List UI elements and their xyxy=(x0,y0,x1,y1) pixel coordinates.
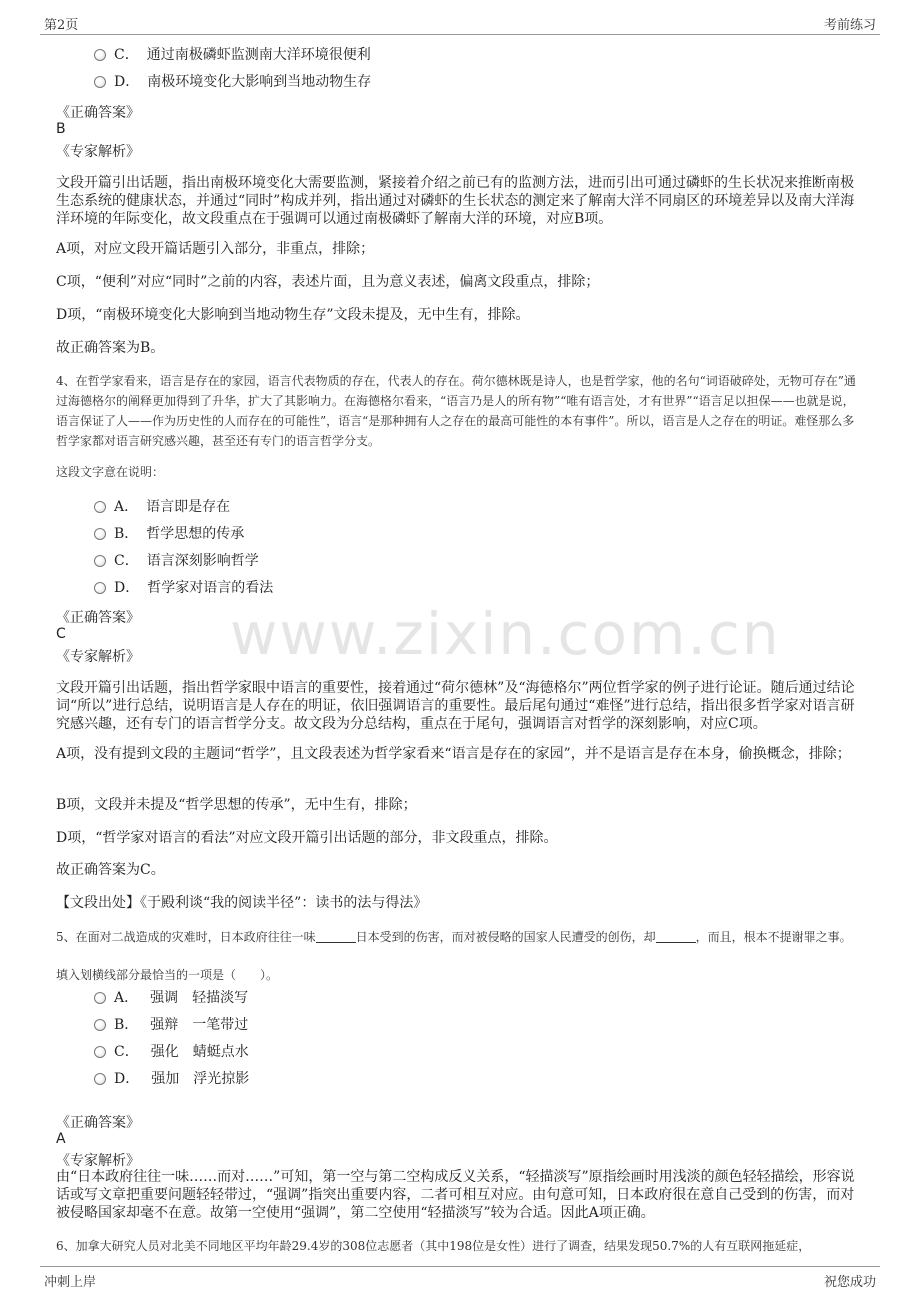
q4-analysis-a: A项，没有提到文段的主题词“哲学”，且文段表述为哲学家看来“语言是存在的家园”，并不是语言是存在本身，偷换概念，排除； xyxy=(56,746,851,762)
q5-stem xyxy=(56,927,866,947)
q3-option-c[interactable] xyxy=(94,46,371,64)
q5-option-a[interactable] xyxy=(94,989,248,1007)
radio-icon[interactable] xyxy=(94,555,106,567)
blank-line xyxy=(316,930,356,943)
q5-analysis-label: 《专家解析》 xyxy=(56,1153,140,1169)
q3-answer: B xyxy=(56,121,66,137)
q4-option-a[interactable] xyxy=(94,498,230,516)
blank-line xyxy=(656,930,696,943)
radio-icon[interactable] xyxy=(94,49,106,61)
radio-icon[interactable] xyxy=(94,1046,106,1058)
option-text: 语言即是存在 xyxy=(146,499,231,515)
q5-answer-label: 《正确答案》 xyxy=(56,1115,140,1131)
q3-answer-label: 《正确答案》 xyxy=(56,105,140,121)
option-letter: D． xyxy=(114,1071,140,1087)
q5-answer: A xyxy=(56,1131,66,1147)
q4-answer: C xyxy=(56,626,66,642)
q3-conclusion: 故正确答案为B。 xyxy=(56,340,165,356)
q3-analysis-c: C项，“便利”对应“同时”之前的内容，表述片面，且为意义表述，偏离文段重点，排除； xyxy=(56,274,600,290)
q5-analysis: 由“日本政府往往一味……而对……”可知，第一空与第二空构成反义关系，“轻描淡写”原指绘画时用浅淡的颜色轻轻描绘，形容说话或写文章把重要问题轻轻带过，“强调”指突出重要内容，二者可相互对应。由句意可知，日本政府很在意自己受到的伤害，而对被侵略国家却毫不在意。故第一空使用“强调”，第二空使用“轻描淡写”较为合适。因此A项正确。 xyxy=(56,1169,855,1221)
q4-answer-label: 《正确答案》 xyxy=(56,610,140,626)
radio-icon[interactable] xyxy=(94,582,106,594)
q4-analysis-label: 《专家解析》 xyxy=(56,649,140,665)
option-letter: B． xyxy=(114,1017,139,1033)
q3-option-d[interactable] xyxy=(94,73,371,91)
q5-question: 填入划横线部分最恰当的一项是（ ）。 xyxy=(56,968,279,982)
q4-conclusion: 故正确答案为C。 xyxy=(56,862,165,878)
option-letter: D． xyxy=(114,74,140,90)
q5-stem-part-3: ，而且，根本不提谢罪之事。 xyxy=(695,930,852,944)
option-letter: C． xyxy=(114,47,139,63)
option-letter: A． xyxy=(114,499,139,515)
option-text: 强加 浮光掠影 xyxy=(151,1071,250,1087)
watermark: www.zixin.com.cn xyxy=(230,600,781,668)
q3-analysis-main: 文段开篇引出话题，指出南极环境变化大需要监测，紧接着介绍之前已有的监测方法，进而引出可通过磷虾的生长状况来推断南极生态系统的健康状态，并通过“同时”构成并列，指出通过对磷虾的生长状态的测定来了解南大洋不同扇区的环境差异以及南大洋海洋环境的年际变化，故文段重点在于强调可以通过南极磷虾了解南大洋的环境，对应B项。 xyxy=(56,175,855,227)
option-letter: C． xyxy=(114,553,139,569)
q5-option-d[interactable] xyxy=(94,1070,249,1088)
footer-left-text: 冲刺上岸 xyxy=(44,1275,97,1290)
radio-icon[interactable] xyxy=(94,1019,106,1031)
option-text: 哲学思想的传承 xyxy=(146,526,245,542)
q5-stem-part-1: 5、在面对二战造成的灾难时，日本政府往往一味 xyxy=(56,930,316,944)
q3-analysis-label: 《专家解析》 xyxy=(56,144,140,160)
q4-stem: 4、在哲学家看来，语言是存在的家园，语言代表物质的存在，代表人的存在。荷尔德林既是诗人，也是哲学家，他的名句“词语破碎处，无物可存在”通过海德格尔的阐释更加得到了升华，扩大了其影响力。在海德格尔看来，“语言乃是人的所有物”“唯有语言处，才有世界”“语言足以担保——也就是说，语言保证了人——作为历史性的人而存在的可能性”，语言“是那种拥有人之存在的最高可能性的本有事件”。所以，语言是人之存在的明证。难怪那么多哲学家都对语言研究感兴趣，甚至还有专门的语言哲学分支。 xyxy=(56,374,856,448)
radio-icon[interactable] xyxy=(94,992,106,1004)
q5-stem-part-2: 日本受到的伤害，而对被侵略的国家人民遭受的创伤，却 xyxy=(355,930,656,944)
option-letter: D． xyxy=(114,580,140,596)
page-header xyxy=(0,0,920,32)
header-title: 考前练习 xyxy=(823,18,876,33)
q3-analysis-a: A项，对应文段开篇话题引入部分，非重点，排除； xyxy=(56,241,375,257)
radio-icon[interactable] xyxy=(94,1073,106,1085)
q4-analysis-b: B项，文段并未提及“哲学思想的传承”，无中生有，排除； xyxy=(56,797,417,813)
radio-icon[interactable] xyxy=(94,76,106,88)
q4-question: 这段文字意在说明： xyxy=(56,465,165,479)
q6-stem: 6、加拿大研究人员对北美不同地区平均年龄29.4岁的308位志愿者（其中198位是女性）进行了调查，结果发现50.7%的人有互联网拖延症， xyxy=(56,1239,811,1253)
q5-option-b[interactable] xyxy=(94,1016,248,1034)
q4-option-c[interactable] xyxy=(94,552,259,570)
q4-option-b[interactable] xyxy=(94,525,244,543)
option-text: 哲学家对语言的看法 xyxy=(147,580,274,596)
radio-icon[interactable] xyxy=(94,528,106,540)
q4-source: 【文段出处】《于殿利谈“我的阅读半径”：读书的法与得法》 xyxy=(56,895,428,911)
footer-right-text: 祝您成功 xyxy=(823,1275,876,1290)
q5-option-c[interactable] xyxy=(94,1043,249,1061)
q4-analysis-d: D项，“哲学家对语言的看法”对应文段开篇引出话题的部分，非文段重点，排除。 xyxy=(56,830,558,846)
option-text: 语言深刻影响哲学 xyxy=(146,553,259,569)
option-letter: A． xyxy=(114,990,139,1006)
option-letter: C． xyxy=(114,1044,139,1060)
option-text: 强辩 一笔带过 xyxy=(150,1017,249,1033)
header-rule xyxy=(40,34,880,35)
option-text: 强调 轻描淡写 xyxy=(150,990,249,1006)
option-text: 南极环境变化大影响到当地动物生存 xyxy=(147,74,372,90)
footer-rule xyxy=(40,1266,880,1267)
radio-icon[interactable] xyxy=(94,501,106,513)
option-letter: B． xyxy=(114,526,139,542)
q4-analysis-main: 文段开篇引出话题，指出哲学家眼中语言的重要性，接着通过“荷尔德林”及“海德格尔”两位哲学家的例子进行论证。随后通过结论词“所以”进行总结，说明语言是人存在的明证，依旧强调语言的重要性。最后尾句通过“难怪”进行总结，指出很多哲学家对语言研究感兴趣，还有专门的语言哲学分支。故文段为分总结构，重点在于尾句，强调语言对哲学的深刻影响，对应C项。 xyxy=(56,680,855,732)
q3-analysis-d: D项，“南极环境变化大影响到当地动物生存”文段未提及，无中生有，排除。 xyxy=(56,307,530,323)
q4-option-d[interactable] xyxy=(94,579,273,597)
page-number: 第2页 xyxy=(44,18,79,33)
option-text: 强化 蜻蜓点水 xyxy=(150,1044,249,1060)
option-text: 通过南极磷虾监测南大洋环境很便利 xyxy=(146,47,371,63)
